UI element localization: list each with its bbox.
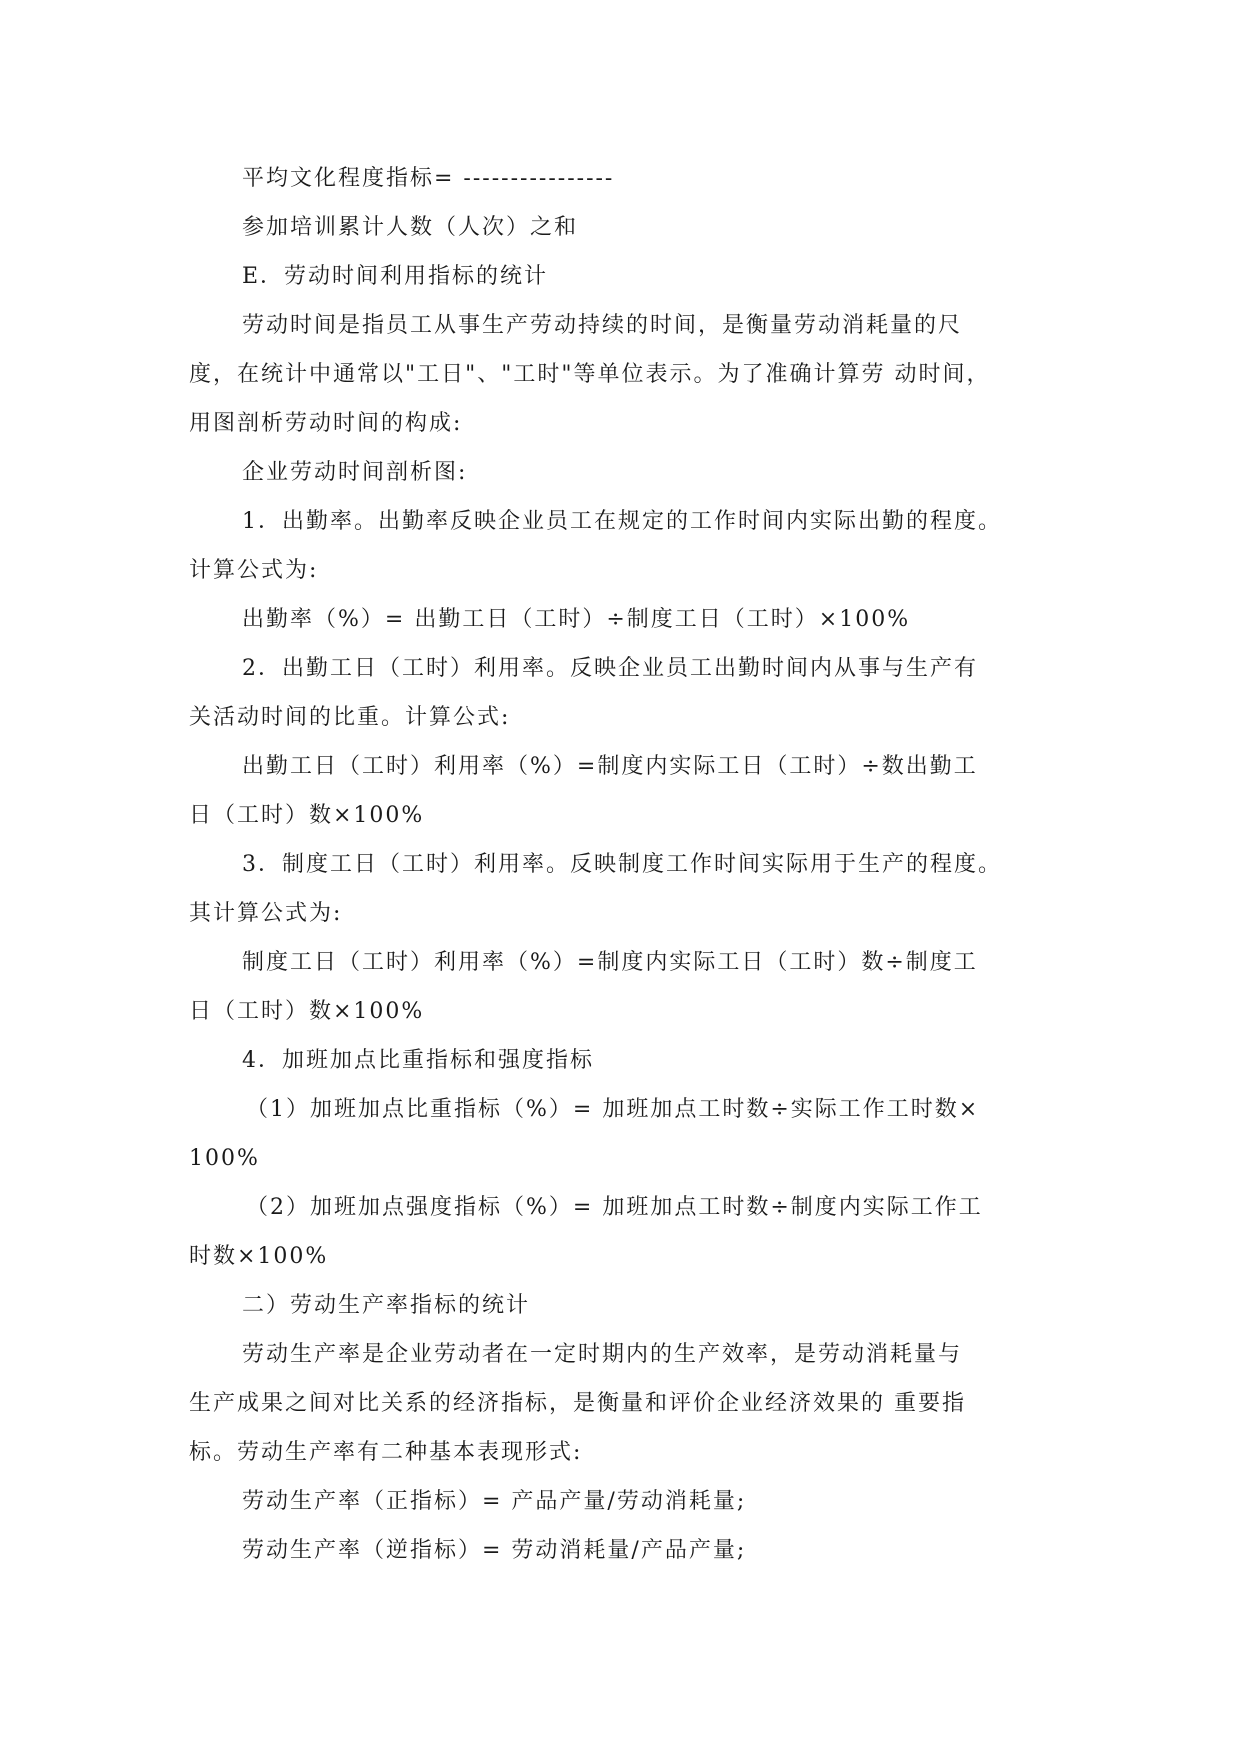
paragraph-line: 度，在统计中通常以"工日"、"工时"等单位表示。为了准确计算劳 动时间， <box>189 362 991 387</box>
section-heading: E．劳动时间利用指标的统计 <box>242 264 549 289</box>
paragraph-line: 劳动时间是指员工从事生产劳动持续的时间，是衡量劳动消耗量的尺 <box>242 313 963 338</box>
formula-line: （1）加班加点比重指标（%）= 加班加点工时数÷实际工作工时数× <box>246 1097 980 1122</box>
paragraph-line: 用图剖析劳动时间的构成: <box>189 411 463 436</box>
formula-line: 日（工时）数×100% <box>189 999 425 1024</box>
formula-line: 100% <box>189 1146 260 1171</box>
formula-line: 劳动生产率（逆指标）= 劳动消耗量/产品产量; <box>242 1538 747 1563</box>
formula-line: 出勤率（%）= 出勤工日（工时）÷制度工日（工时）×100% <box>242 607 911 632</box>
formula-line: 劳动生产率（正指标）= 产品产量/劳动消耗量; <box>242 1489 747 1514</box>
list-item-heading: 2．出勤工日（工时）利用率。反映企业员工出勤时间内从事与生产有 <box>242 656 978 681</box>
formula-line: 制度工日（工时）利用率（%）=制度内实际工日（工时）数÷制度工 <box>242 950 978 975</box>
formula-line: 出勤工日（工时）利用率（%）=制度内实际工日（工时）÷数出勤工 <box>242 754 978 779</box>
formula-line: 时数×100% <box>189 1244 329 1269</box>
formula-line: 日（工时）数×100% <box>189 803 425 828</box>
paragraph-line: 其计算公式为: <box>189 901 343 926</box>
paragraph-line: 标。劳动生产率有二种基本表现形式: <box>189 1440 583 1465</box>
list-item-heading: 1．出勤率。出勤率反映企业员工在规定的工作时间内实际出勤的程度。 <box>242 509 1002 534</box>
list-item-heading: 4．加班加点比重指标和强度指标 <box>242 1048 594 1073</box>
paragraph-line: 企业劳动时间剖析图: <box>242 460 468 485</box>
formula-line: （2）加班加点强度指标（%）= 加班加点工时数÷制度内实际工作工 <box>246 1195 983 1220</box>
formula-line: 平均文化程度指标= ---------------- <box>242 166 615 191</box>
paragraph-line: 计算公式为: <box>189 558 319 583</box>
paragraph-line: 劳动生产率是企业劳动者在一定时期内的生产效率，是劳动消耗量与 <box>242 1342 963 1367</box>
paragraph-line: 生产成果之间对比关系的经济指标，是衡量和评价企业经济效果的 重要指 <box>189 1391 966 1416</box>
document-body <box>189 154 1059 1575</box>
formula-denominator: 参加培训累计人数（人次）之和 <box>242 215 579 240</box>
paragraph-line: 关活动时间的比重。计算公式: <box>189 705 511 730</box>
list-item-heading: 3．制度工日（工时）利用率。反映制度工作时间实际用于生产的程度。 <box>242 852 1002 877</box>
section-heading: 二）劳动生产率指标的统计 <box>242 1293 531 1318</box>
